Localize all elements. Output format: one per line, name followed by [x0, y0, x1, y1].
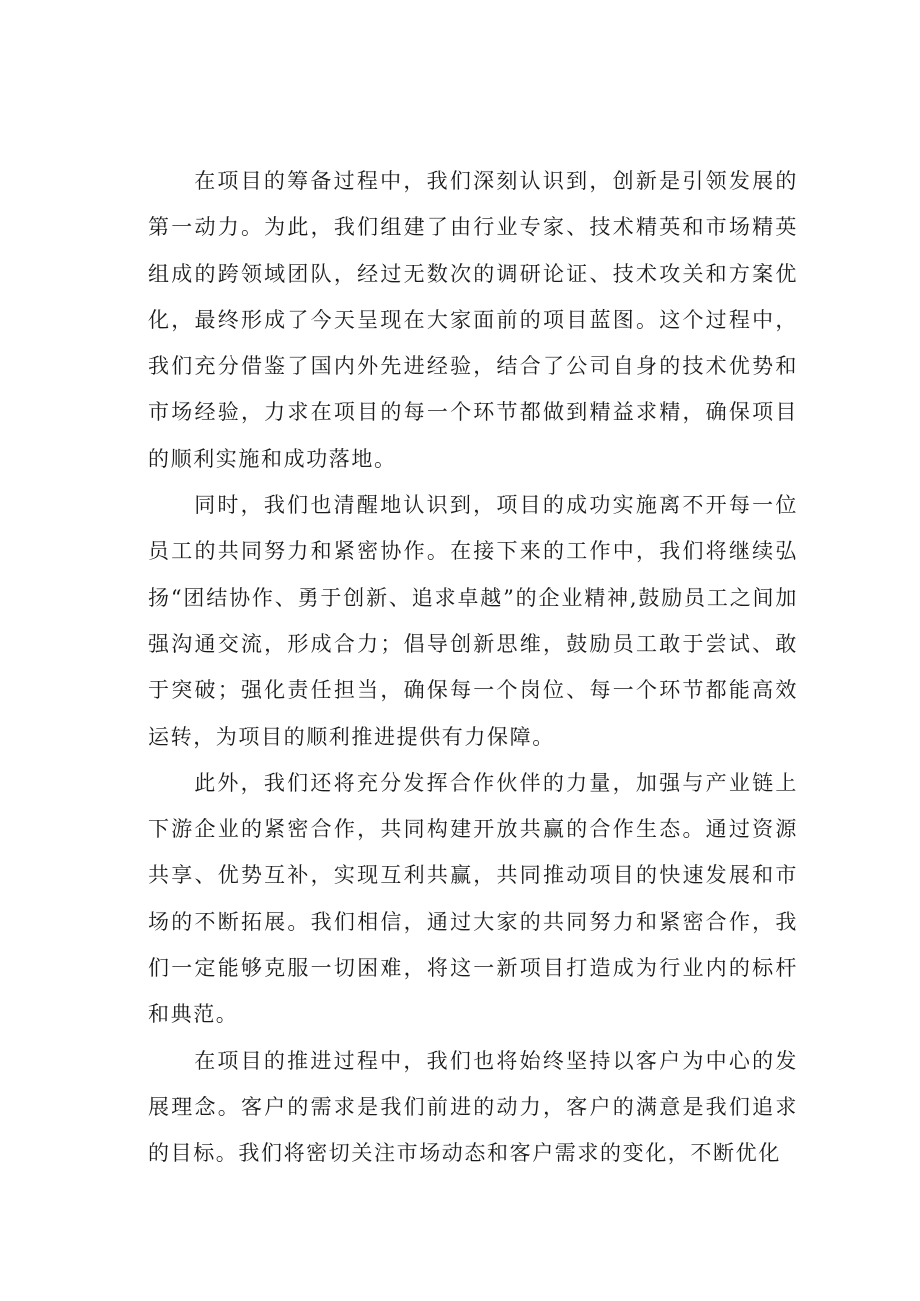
paragraph-3: 此外，我们还将充分发挥合作伙伴的力量，加强与产业链上下游企业的紧密合作，共同构建开放共赢的合作生态。通过资源共享、优势互补，实现互利共赢，共同推动项目的快速发展和市场的不断拓展。我们相信，通过大家的共同努力和紧密合作，我们一定能够克服一切困难，将这一新项目打造成为行业内的标杆和典范。 — [148, 770, 798, 1027]
paragraph-1: 在项目的筹备过程中，我们深刻认识到，创新是引领发展的第一动力。为此，我们组建了由行业专家、技术精英和市场精英组成的跨领域团队，经过无数次的调研论证、技术攻关和方案优化，最终形成了今天呈现在大家面前的项目蓝图。这个过程中，我们充分借鉴了国内外先进经验，结合了公司自身的技术优势和市场经验，力求在项目的每一个环节都做到精益求精，确保项目的顺利实施和成功落地。 — [148, 169, 798, 471]
paragraph-2: 同时，我们也清醒地认识到，项目的成功实施离不开每一位员工的共同努力和紧密协作。在接下来的工作中，我们将继续弘扬“团结协作、勇于创新、追求卓越”的企业精神,鼓励员工之间加强沟通交流，形成合力；倡导创新思维，鼓励员工敢于尝试、敢于突破；强化责任担当，确保每一个岗位、每一个环节都能高效运转，为项目的顺利推进提供有力保障。 — [148, 493, 798, 749]
document-body — [148, 158, 798, 1177]
paragraph-4: 在项目的推进过程中，我们也将始终坚持以客户为中心的发展理念。客户的需求是我们前进的动力，客户的满意是我们追求的目标。我们将密切关注市场动态和客户需求的变化，不断优化 — [148, 1048, 798, 1166]
